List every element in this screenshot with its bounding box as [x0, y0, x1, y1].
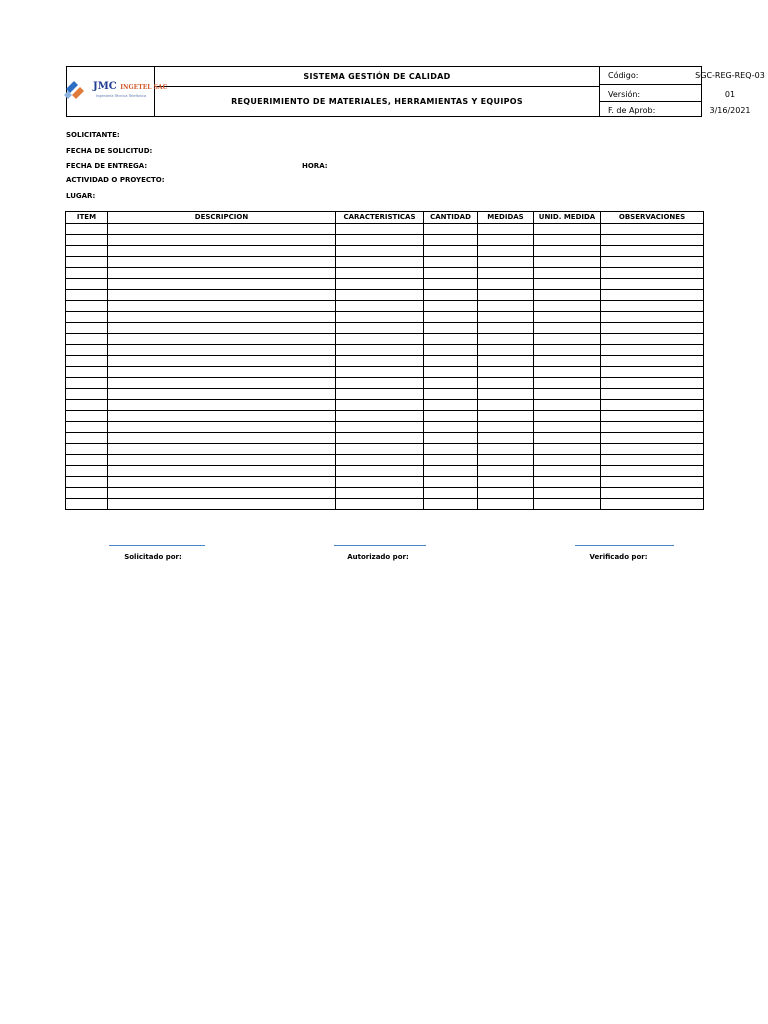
field-fecha-entrega: FECHA DE ENTREGA:: [66, 162, 148, 170]
table-cell[interactable]: [478, 411, 534, 422]
table-cell[interactable]: [66, 268, 108, 279]
table-cell[interactable]: [478, 477, 534, 488]
table-cell[interactable]: [424, 378, 478, 389]
table-cell[interactable]: [601, 301, 704, 312]
table-row: [66, 246, 704, 257]
table-row: [66, 389, 704, 400]
field-hora: HORA:: [302, 162, 328, 170]
table-cell[interactable]: [534, 345, 601, 356]
table-cell[interactable]: [478, 422, 534, 433]
table-cell[interactable]: [108, 312, 336, 323]
logo-tagline: Ingeniería Técnica Telefónica: [96, 94, 147, 98]
table-row: [66, 444, 704, 455]
table-cell[interactable]: [601, 367, 704, 378]
table-cell[interactable]: [478, 499, 534, 510]
table-cell[interactable]: [601, 312, 704, 323]
table-cell[interactable]: [66, 444, 108, 455]
signature-line-verificado: [575, 545, 674, 546]
document-title: REQUERIMIENTO DE MATERIALES, HERRAMIENTAS Y EQUIPOS: [231, 97, 523, 106]
table-cell[interactable]: [534, 411, 601, 422]
table-cell[interactable]: [601, 444, 704, 455]
table-cell[interactable]: [66, 301, 108, 312]
column-header-item: ITEM: [66, 212, 108, 224]
table-cell[interactable]: [336, 488, 424, 499]
table-cell[interactable]: [534, 268, 601, 279]
table-cell[interactable]: [478, 389, 534, 400]
meta-row-divider: [599, 84, 702, 85]
table-cell[interactable]: [601, 279, 704, 290]
table-cell[interactable]: [336, 312, 424, 323]
meta-row-divider: [599, 101, 702, 102]
meta-approval-value: 3/16/2021: [709, 106, 751, 115]
table-cell[interactable]: [424, 279, 478, 290]
table-cell[interactable]: [424, 246, 478, 257]
table-cell[interactable]: [336, 323, 424, 334]
table-cell[interactable]: [66, 378, 108, 389]
table-cell[interactable]: [108, 367, 336, 378]
table-cell[interactable]: [336, 444, 424, 455]
table-cell[interactable]: [601, 356, 704, 367]
table-cell[interactable]: [424, 356, 478, 367]
table-cell[interactable]: [424, 389, 478, 400]
table-cell[interactable]: [534, 488, 601, 499]
table-cell[interactable]: [336, 466, 424, 477]
table-cell[interactable]: [108, 499, 336, 510]
table-cell[interactable]: [424, 224, 478, 235]
company-logo-icon: [64, 79, 88, 101]
table-row: [66, 378, 704, 389]
table-cell[interactable]: [108, 279, 336, 290]
table-cell[interactable]: [534, 356, 601, 367]
table-cell[interactable]: [534, 378, 601, 389]
table-cell[interactable]: [66, 323, 108, 334]
table-cell[interactable]: [478, 466, 534, 477]
table-cell[interactable]: [336, 499, 424, 510]
table-cell[interactable]: [424, 290, 478, 301]
table-cell[interactable]: [336, 455, 424, 466]
table-cell[interactable]: [424, 312, 478, 323]
table-row: [66, 345, 704, 356]
table-cell[interactable]: [534, 279, 601, 290]
table-cell[interactable]: [108, 290, 336, 301]
table-cell[interactable]: [534, 323, 601, 334]
table-cell[interactable]: [534, 312, 601, 323]
table-cell[interactable]: [336, 224, 424, 235]
table-cell[interactable]: [601, 411, 704, 422]
table-cell[interactable]: [108, 389, 336, 400]
table-cell[interactable]: [534, 499, 601, 510]
table-cell[interactable]: [336, 422, 424, 433]
table-cell[interactable]: [66, 246, 108, 257]
table-cell[interactable]: [108, 246, 336, 257]
table-cell[interactable]: [478, 334, 534, 345]
field-actividad: ACTIVIDAD O PROYECTO:: [66, 176, 165, 184]
table-cell[interactable]: [478, 235, 534, 246]
table-cell[interactable]: [108, 345, 336, 356]
table-cell[interactable]: [336, 367, 424, 378]
table-cell[interactable]: [336, 290, 424, 301]
table-row: [66, 411, 704, 422]
table-cell[interactable]: [66, 312, 108, 323]
table-cell[interactable]: [66, 235, 108, 246]
table-cell[interactable]: [601, 400, 704, 411]
table-cell[interactable]: [534, 477, 601, 488]
table-header-row: [66, 212, 704, 224]
table-cell[interactable]: [66, 477, 108, 488]
meta-approval-label: F. de Aprob:: [608, 106, 656, 115]
table-cell[interactable]: [66, 433, 108, 444]
table-cell[interactable]: [336, 345, 424, 356]
table-cell[interactable]: [336, 279, 424, 290]
table-cell[interactable]: [534, 433, 601, 444]
table-cell[interactable]: [478, 257, 534, 268]
table-row: [66, 301, 704, 312]
column-header-observaciones: OBSERVACIONES: [601, 212, 704, 224]
table-cell[interactable]: [66, 224, 108, 235]
table-cell[interactable]: [424, 499, 478, 510]
table-cell[interactable]: [108, 488, 336, 499]
table-cell[interactable]: [108, 411, 336, 422]
table-cell[interactable]: [336, 301, 424, 312]
table-cell[interactable]: [424, 411, 478, 422]
table-cell[interactable]: [424, 488, 478, 499]
table-cell[interactable]: [66, 422, 108, 433]
table-cell[interactable]: [66, 488, 108, 499]
table-row: [66, 488, 704, 499]
table-cell[interactable]: [478, 246, 534, 257]
table-cell[interactable]: [534, 367, 601, 378]
table-cell[interactable]: [66, 367, 108, 378]
table-cell[interactable]: [601, 235, 704, 246]
table-cell[interactable]: [534, 455, 601, 466]
table-cell[interactable]: [108, 433, 336, 444]
table-cell[interactable]: [108, 422, 336, 433]
table-cell[interactable]: [601, 345, 704, 356]
meta-code-label: Código:: [608, 71, 639, 80]
table-cell[interactable]: [336, 334, 424, 345]
table-cell[interactable]: [534, 389, 601, 400]
table-cell[interactable]: [601, 488, 704, 499]
table-cell[interactable]: [108, 334, 336, 345]
signature-line-autorizado: [334, 545, 426, 546]
table-cell[interactable]: [108, 356, 336, 367]
table-row: [66, 356, 704, 367]
table-cell[interactable]: [601, 422, 704, 433]
table-cell[interactable]: [534, 301, 601, 312]
table-row: [66, 400, 704, 411]
table-cell[interactable]: [601, 499, 704, 510]
table-cell[interactable]: [336, 246, 424, 257]
table-cell[interactable]: [424, 477, 478, 488]
field-solicitante: SOLICITANTE:: [66, 131, 120, 139]
table-cell[interactable]: [108, 444, 336, 455]
table-row: [66, 334, 704, 345]
table-cell[interactable]: [601, 224, 704, 235]
table-cell[interactable]: [66, 499, 108, 510]
table-cell[interactable]: [108, 268, 336, 279]
column-header-caracteristicas: CARACTERISTICAS: [336, 212, 424, 224]
table-cell[interactable]: [108, 257, 336, 268]
table-cell[interactable]: [424, 455, 478, 466]
table-row: [66, 433, 704, 444]
table-cell[interactable]: [66, 345, 108, 356]
table-cell[interactable]: [601, 334, 704, 345]
table-cell[interactable]: [478, 323, 534, 334]
table-row: [66, 455, 704, 466]
table-cell[interactable]: [424, 268, 478, 279]
table-cell[interactable]: [478, 312, 534, 323]
table-cell[interactable]: [478, 279, 534, 290]
table-row: [66, 477, 704, 488]
table-cell[interactable]: [66, 400, 108, 411]
table-row: [66, 499, 704, 510]
table-cell[interactable]: [601, 433, 704, 444]
table-row: [66, 422, 704, 433]
signature-label-verificado: Verificado por:: [589, 553, 648, 561]
logo-company: INGETEL SAC: [120, 84, 168, 91]
table-cell[interactable]: [424, 301, 478, 312]
table-cell[interactable]: [424, 433, 478, 444]
table-cell[interactable]: [336, 356, 424, 367]
table-cell[interactable]: [424, 400, 478, 411]
table-row: [66, 224, 704, 235]
table-cell[interactable]: [66, 411, 108, 422]
table-cell[interactable]: [108, 477, 336, 488]
table-cell[interactable]: [336, 389, 424, 400]
table-row: [66, 312, 704, 323]
table-cell[interactable]: [478, 433, 534, 444]
table-row: [66, 290, 704, 301]
table-cell[interactable]: [478, 345, 534, 356]
table-cell[interactable]: [66, 290, 108, 301]
table-cell[interactable]: [336, 257, 424, 268]
table-cell[interactable]: [336, 411, 424, 422]
table-row: [66, 466, 704, 477]
table-cell[interactable]: [108, 323, 336, 334]
table-cell[interactable]: [478, 488, 534, 499]
table-cell[interactable]: [534, 290, 601, 301]
table-cell[interactable]: [336, 268, 424, 279]
table-cell[interactable]: [534, 334, 601, 345]
table-cell[interactable]: [66, 279, 108, 290]
table-cell[interactable]: [478, 356, 534, 367]
table-row: [66, 367, 704, 378]
column-header-descripcion: DESCRIPCION: [108, 212, 336, 224]
requirements-table: [65, 211, 704, 510]
table-cell[interactable]: [534, 444, 601, 455]
table-cell[interactable]: [534, 257, 601, 268]
table-cell[interactable]: [424, 235, 478, 246]
meta-code-value: SGC-REG-REQ-03: [695, 71, 765, 80]
table-cell[interactable]: [424, 367, 478, 378]
table-body: [66, 224, 704, 510]
table-cell[interactable]: [534, 235, 601, 246]
column-header-cantidad: CANTIDAD: [424, 212, 478, 224]
table-cell[interactable]: [601, 257, 704, 268]
table-cell[interactable]: [66, 257, 108, 268]
table-cell[interactable]: [478, 400, 534, 411]
document-system-title: SISTEMA GESTIÓN DE CALIDAD: [155, 67, 599, 87]
table-cell[interactable]: [478, 367, 534, 378]
table-cell[interactable]: [534, 466, 601, 477]
table-cell[interactable]: [108, 466, 336, 477]
document-meta: [600, 67, 765, 116]
table-cell[interactable]: [534, 422, 601, 433]
table-cell[interactable]: [336, 433, 424, 444]
table-row: [66, 257, 704, 268]
company-logo-wordmark: [93, 81, 167, 92]
table-row: [66, 235, 704, 246]
table-row: [66, 323, 704, 334]
table-cell[interactable]: [66, 455, 108, 466]
table-cell[interactable]: [534, 246, 601, 257]
signature-line-solicitado: [109, 545, 205, 546]
table-cell[interactable]: [478, 268, 534, 279]
column-header-unid-medida: UNID. MEDIDA: [534, 212, 601, 224]
table-cell[interactable]: [601, 290, 704, 301]
table-cell[interactable]: [424, 323, 478, 334]
table-cell[interactable]: [66, 356, 108, 367]
table-cell[interactable]: [601, 323, 704, 334]
table-cell[interactable]: [534, 400, 601, 411]
table-cell[interactable]: [424, 422, 478, 433]
table-cell[interactable]: [424, 466, 478, 477]
table-cell[interactable]: [108, 224, 336, 235]
table-cell[interactable]: [66, 466, 108, 477]
meta-version-label: Versión:: [608, 90, 641, 99]
table-cell[interactable]: [478, 290, 534, 301]
table-cell[interactable]: [424, 345, 478, 356]
table-cell[interactable]: [601, 246, 704, 257]
table-cell[interactable]: [108, 400, 336, 411]
table-cell[interactable]: [478, 378, 534, 389]
table-cell[interactable]: [336, 235, 424, 246]
table-cell[interactable]: [108, 301, 336, 312]
table-cell[interactable]: [601, 455, 704, 466]
table-cell[interactable]: [478, 444, 534, 455]
table-cell[interactable]: [424, 257, 478, 268]
table-row: [66, 268, 704, 279]
table-cell[interactable]: [108, 378, 336, 389]
signature-label-solicitado: Solicitado por:: [124, 553, 182, 561]
table-cell[interactable]: [478, 224, 534, 235]
table-cell[interactable]: [478, 301, 534, 312]
table-cell[interactable]: [601, 389, 704, 400]
field-fecha-solicitud: FECHA DE SOLICITUD:: [66, 147, 153, 155]
column-header-medidas: MEDIDAS: [478, 212, 534, 224]
table-row: [66, 279, 704, 290]
table-cell[interactable]: [66, 334, 108, 345]
table-cell[interactable]: [534, 224, 601, 235]
table-cell[interactable]: [66, 389, 108, 400]
table-cell[interactable]: [601, 466, 704, 477]
meta-version-value: 01: [724, 90, 736, 99]
table-cell[interactable]: [336, 477, 424, 488]
table-cell[interactable]: [336, 400, 424, 411]
signature-label-autorizado: Autorizado por:: [347, 553, 409, 561]
table-cell[interactable]: [336, 378, 424, 389]
table-cell[interactable]: [601, 268, 704, 279]
table-cell[interactable]: [478, 455, 534, 466]
table-cell[interactable]: [424, 444, 478, 455]
table-cell[interactable]: [601, 477, 704, 488]
table-cell[interactable]: [601, 378, 704, 389]
logo-name: JMC: [93, 81, 117, 92]
table-cell[interactable]: [108, 455, 336, 466]
table-cell[interactable]: [108, 235, 336, 246]
table-cell[interactable]: [424, 334, 478, 345]
field-lugar: LUGAR:: [66, 192, 96, 200]
